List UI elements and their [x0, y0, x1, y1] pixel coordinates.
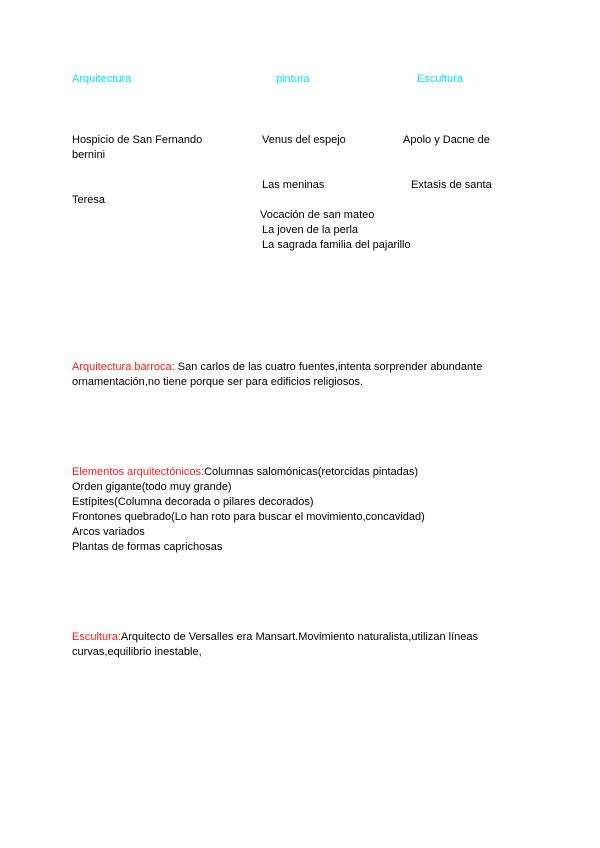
row2-escultura-wrap: Teresa [72, 194, 106, 206]
elementos-item: Estípites(Columna decorada o pilares decorados) [72, 496, 314, 508]
row1-pintura: Venus del espejo [262, 134, 346, 146]
barroca-label: Arquitectura barroca: [72, 361, 175, 373]
elementos-item: Plantas de formas caprichosas [72, 541, 223, 553]
pintura-item: La joven de la perla [262, 224, 359, 236]
barroca-text-1: San carlos de las cuatro fuentes,intenta sorprender abundante [174, 361, 483, 373]
header-pintura: pintura [276, 73, 310, 85]
row1-arquitectura: Hospicio de San Fernando [72, 134, 203, 146]
escultura-text-1: Arquitecto de Versalles era Mansart.Movimiento naturalista,utilizan líneas [120, 631, 478, 643]
row2-pintura: Las meninas [262, 179, 325, 191]
row1-escultura: Apolo y Dacne de [403, 134, 490, 146]
elementos-section [72, 465, 522, 555]
row2-escultura: Extasis de santa [411, 179, 492, 191]
header-escultura: Escultura [417, 73, 463, 85]
pintura-item: La sagrada familia del pajarillo [262, 239, 411, 251]
elementos-item: Orden gigante(todo muy grande) [72, 481, 232, 493]
elementos-item: Arcos variados [72, 526, 145, 538]
escultura-label: Escultura: [72, 631, 121, 643]
elementos-label: Elementos arquitectónicos: [72, 466, 205, 478]
elementos-item: Frontones quebrado(Lo han roto para buscar el movimiento,concavidad) [72, 511, 425, 523]
elementos-first: Columnas salomónicas(retorcidas pintadas) [204, 466, 419, 478]
pintura-item: Vocación de san mateo [260, 209, 375, 221]
row1-escultura-wrap: bernini [72, 149, 106, 161]
escultura-section [72, 630, 522, 660]
escultura-text-2: curvas,equilibrio inestable, [72, 646, 202, 658]
barroca-text-2: ornamentación,no tiene porque ser para edificios religiosos. [72, 376, 364, 388]
header-arquitectura: Arquitectura [72, 73, 132, 85]
barroca-paragraph [72, 360, 522, 390]
